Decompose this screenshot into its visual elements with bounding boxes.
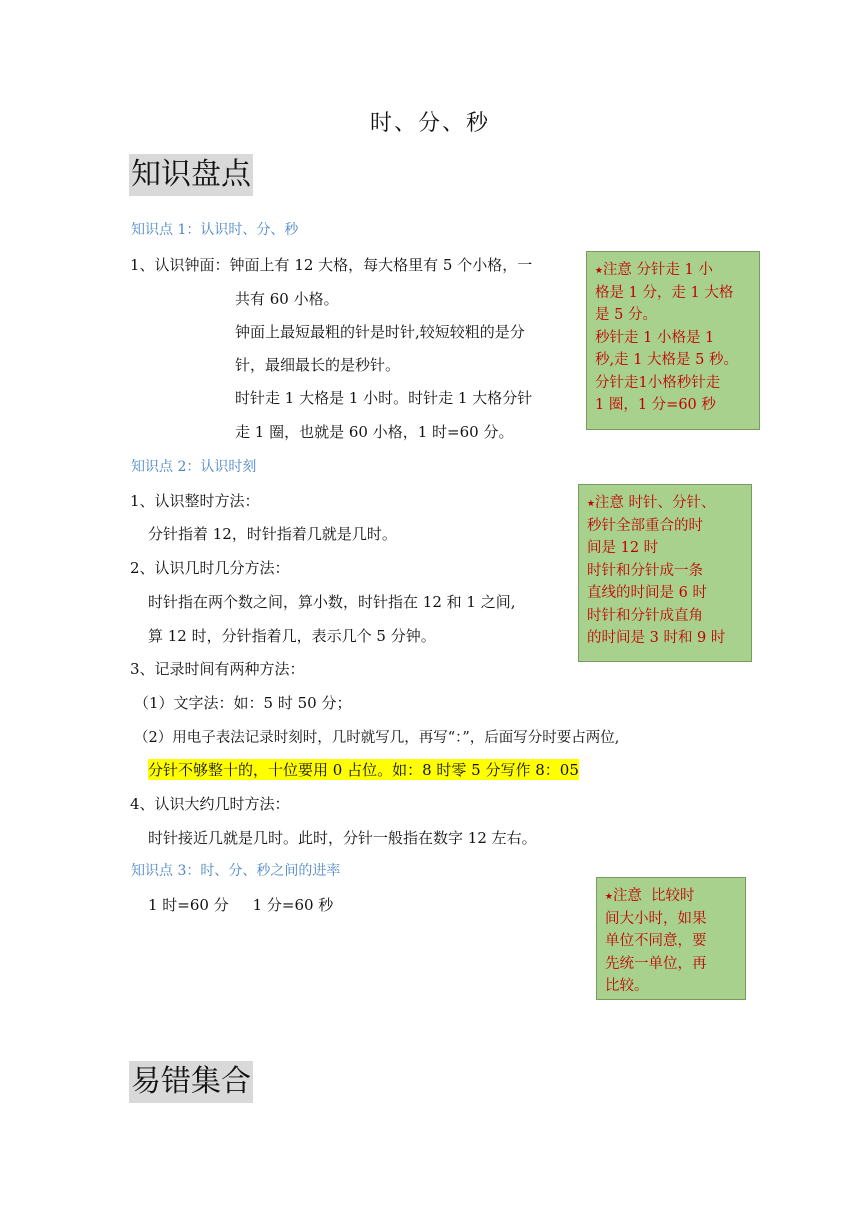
note-line: 先统一单位，再 bbox=[605, 955, 707, 972]
kp1-line: 钟面上最短最粗的针是时针,较短较粗的是分 bbox=[235, 323, 525, 341]
note-line: ⭑注意 分针走 1 小 bbox=[595, 262, 713, 278]
kp2-line: 4、认识大约几时方法： bbox=[130, 795, 290, 813]
kp2-highlighted-line: 分针不够整十的，十位要用 0 占位。如：8 时零 5 分写作 8：05 bbox=[148, 761, 579, 779]
note-line: 秒针走 1 小格是 1 bbox=[595, 329, 715, 346]
kp2-line: 时针指在两个数之间，算小数，时针指在 12 和 1 之间, bbox=[148, 593, 516, 611]
note-line: 单位不同意，要 bbox=[605, 933, 707, 949]
kp1-heading: 知识点 1：认识时、分、秒 bbox=[131, 222, 299, 238]
kp2-line: 2、认识几时几分方法： bbox=[130, 559, 290, 577]
note-line: 1 圈，1 分=60 秒 bbox=[595, 397, 716, 413]
kp1-line: 走 1 圈，也就是 60 小格，1 时=60 分。 bbox=[235, 423, 514, 441]
note-line: 间是 12 时 bbox=[587, 540, 659, 556]
note-box-compare bbox=[596, 877, 746, 1000]
kp2-line: 时针接近几就是几时。此时，分针一般指在数字 12 左右。 bbox=[148, 829, 537, 847]
note-line: 比较。 bbox=[605, 978, 649, 994]
note-box-time bbox=[578, 484, 752, 662]
note-line: 间大小时，如果 bbox=[605, 910, 707, 927]
note-line: 时针和分针成一条 bbox=[587, 562, 703, 579]
note-line: 直线的时间是 6 时 bbox=[587, 585, 707, 601]
kp1-line: 针，最细最长的是秒针。 bbox=[235, 356, 401, 374]
note-line: 是 5 分。 bbox=[595, 307, 657, 323]
kp2-line: 1、认识整时方法： bbox=[130, 492, 260, 510]
kp2-line: 分针指着 12，时针指着几就是几时。 bbox=[148, 525, 397, 543]
kp1-line: 时针走 1 大格是 1 小时。时针走 1 大格分针 bbox=[235, 389, 533, 407]
kp3-line: 1 时=60 分 1 分=60 秒 bbox=[148, 896, 334, 914]
note-line: 时针和分针成直角 bbox=[587, 607, 703, 624]
section-heading-knowledge: 知识盘点 bbox=[129, 154, 253, 196]
note-box-clock-face bbox=[586, 251, 760, 430]
page-title: 时、分、秒 bbox=[369, 111, 490, 136]
kp1-line: 共有 60 小格。 bbox=[235, 290, 339, 308]
note-line: 秒针全部重合的时 bbox=[587, 517, 703, 534]
kp2-heading: 知识点 2：认识时刻 bbox=[131, 459, 257, 475]
note-line: ⭑注意 时针、分针、 bbox=[587, 495, 716, 511]
kp3-heading: 知识点 3：时、分、秒之间的进率 bbox=[131, 863, 341, 879]
note-line: 秒,走 1 大格是 5 秒。 bbox=[595, 352, 738, 368]
note-line: 分针走1小格秒针走 bbox=[595, 374, 721, 391]
section-heading-mistakes: 易错集合 bbox=[129, 1061, 253, 1103]
note-line: 格是 1 分，走 1 大格 bbox=[595, 284, 734, 301]
note-line: 的时间是 3 时和 9 时 bbox=[587, 630, 726, 646]
kp2-line: （2）用电子表法记录时刻时，几时就写几，再写“：”，后面写分时要占两位, bbox=[134, 730, 620, 746]
kp2-line: 3、记录时间有两种方法： bbox=[130, 660, 305, 678]
kp2-line: （1）文字法：如：5 时 50 分； bbox=[134, 694, 352, 712]
note-line: ⭑注意 比较时 bbox=[605, 888, 695, 904]
kp2-line: 算 12 时，分针指着几，表示几个 5 分钟。 bbox=[148, 627, 436, 645]
kp1-line: 1、认识钟面：钟面上有 12 大格，每大格里有 5 个小格，一 bbox=[130, 256, 533, 274]
